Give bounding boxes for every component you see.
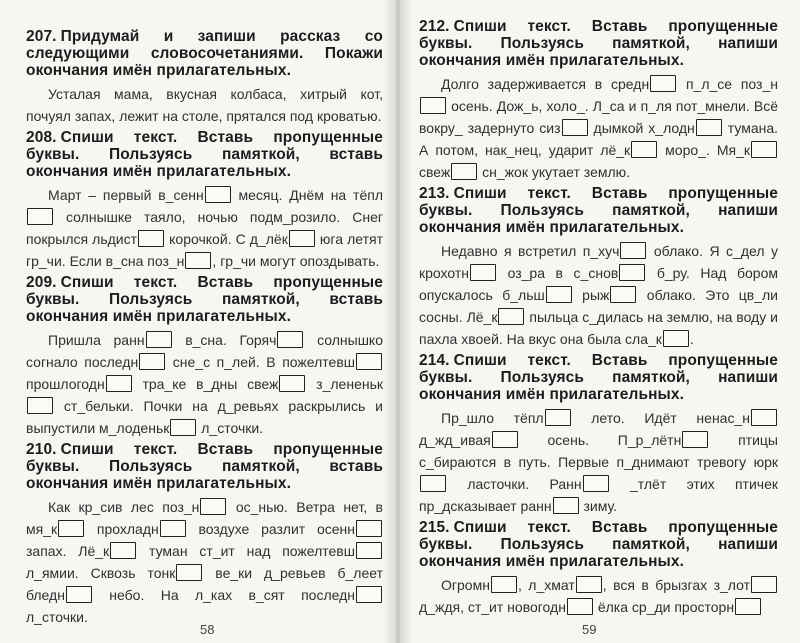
text-segment: птицы с_бираются в путь. Первые п_днимают тревогу юрк <box>419 432 778 470</box>
answer-blank-box[interactable] <box>176 564 202 581</box>
text-segment: ласточки. Ранн <box>447 476 582 492</box>
text-segment: л_ямии. Сквозь тонк <box>26 565 176 581</box>
exercise-instruction: Спиши текст. Вставь пропущенные буквы. Пользуясь памяткой, напиши окончания имён прилагательных. <box>419 18 778 69</box>
text-segment: л_сточки. <box>26 609 88 625</box>
answer-blank-box[interactable] <box>546 286 572 303</box>
answer-blank-box[interactable] <box>751 141 777 158</box>
answer-blank-box[interactable] <box>663 330 689 347</box>
exercise-number: 212. <box>419 18 450 35</box>
exercise <box>419 18 778 183</box>
text-segment: Пришла ранн <box>48 332 145 348</box>
exercise-number: 208. <box>26 129 57 146</box>
exercise <box>419 519 778 618</box>
text-segment: юга летят гр_чи. Если в_сна поз_н <box>26 231 383 269</box>
text-segment: оз_ра в с_снов <box>497 265 619 281</box>
answer-blank-box[interactable] <box>356 586 382 603</box>
exercise-text <box>26 184 383 272</box>
text-segment: д_ждя, ст_ит новогодн <box>419 599 566 615</box>
left-exercise-list <box>26 28 383 628</box>
answer-blank-box[interactable] <box>139 353 165 370</box>
exercise <box>26 28 383 127</box>
exercise-text <box>26 329 383 439</box>
exercise <box>419 352 778 517</box>
exercise-number: 209. <box>26 274 57 291</box>
exercise-text <box>419 574 778 618</box>
exercise-text <box>419 240 778 350</box>
answer-blank-box[interactable] <box>289 230 315 247</box>
text-segment: воздухе разлит осенн <box>186 521 355 537</box>
answer-blank-box[interactable] <box>553 497 579 514</box>
answer-blank-box[interactable] <box>160 520 186 537</box>
answer-blank-box[interactable] <box>420 97 446 114</box>
text-segment: ёлка ср_ди просторн <box>593 599 735 615</box>
right-exercise-list <box>419 18 778 618</box>
text-segment: б_ру. Над бором опускалось б_льш <box>419 265 778 303</box>
text-segment: Долго задерживается в средн <box>441 76 650 92</box>
text-segment: ос_нью. Ветра нет, в мя_к <box>26 499 383 537</box>
text-segment: Огромн <box>441 577 490 593</box>
answer-blank-box[interactable] <box>498 308 524 325</box>
exercise <box>419 185 778 350</box>
text-segment: в_сна. Горяч <box>172 332 277 348</box>
text-segment: облако. Это цв_ли сосны. Лё_к <box>419 287 779 325</box>
answer-blank-box[interactable] <box>583 475 609 492</box>
exercise-instruction: Придумай и запиши рассказ со следующими словосочетаниями. Покажи окончания имён прилагательных. <box>26 28 383 79</box>
answer-blank-box[interactable] <box>277 331 303 348</box>
answer-blank-box[interactable] <box>185 252 211 269</box>
text-segment: осень. П_р_лётн <box>518 432 682 448</box>
answer-blank-box[interactable] <box>27 208 53 225</box>
text-segment: сне_с п_лей. В пожелтевш <box>166 354 355 370</box>
text-segment: , л_хмат <box>517 577 575 593</box>
answer-blank-box[interactable] <box>200 498 226 515</box>
text-segment: дымкой х_лодн <box>588 120 695 136</box>
exercise-instruction: Спиши текст. Вставь пропущенные буквы. Пользуясь памяткой, напиши окончания имён прилагательных. <box>419 519 778 570</box>
exercise-number: 207. <box>26 28 57 45</box>
answer-blank-box[interactable] <box>492 431 518 448</box>
text-segment: . <box>689 331 694 347</box>
text-segment: рыж <box>572 287 610 303</box>
text-segment: корочкой. С д_лёк <box>165 231 288 247</box>
text-segment: п_л_се поз_н <box>677 76 778 92</box>
answer-blank-box[interactable] <box>567 598 593 615</box>
answer-blank-box[interactable] <box>138 230 164 247</box>
text-segment: прошлогодн <box>26 376 105 392</box>
text-segment: облако. Я с_дел у крохотн <box>419 243 778 281</box>
text-segment: _тлёт этих птичек пр_дсказывает ранн <box>419 476 778 514</box>
answer-blank-box[interactable] <box>682 431 708 448</box>
answer-blank-box[interactable] <box>110 542 136 559</box>
answer-blank-box[interactable] <box>545 409 571 426</box>
answer-blank-box[interactable] <box>106 375 132 392</box>
answer-blank-box[interactable] <box>451 163 477 180</box>
text-segment: Март – первый в_сенн <box>48 187 204 203</box>
exercise-instruction: Спиши текст. Вставь пропущенные буквы. Пользуясь памяткой, вставь окончания имён прилагательных. <box>26 274 383 325</box>
text-segment: тумана. А потом, нак_нец, ударит лё_к <box>419 120 779 158</box>
text-segment: тра_ке в_дны свеж <box>132 376 279 392</box>
text-segment: ст_бельки. Почки на д_ревьях раскрылись и выпустили м_лоденьк <box>26 398 383 436</box>
answer-blank-box[interactable] <box>27 397 53 414</box>
answer-blank-box[interactable] <box>610 286 636 303</box>
text-segment: лето. Идёт ненас_н <box>571 410 750 426</box>
text-segment: небо. На л_ках в_сят последн <box>92 587 355 603</box>
answer-blank-box[interactable] <box>562 119 588 136</box>
exercise-text <box>419 407 778 517</box>
text-segment: солнышке таяло, ночью подм_розило. Снег покрылся льдист <box>26 209 383 247</box>
text-segment: д_жд_ивая <box>419 432 491 448</box>
text-segment: , вся в брызгах з_лот <box>602 577 751 593</box>
exercise-heading <box>26 441 383 492</box>
text-segment: пыльца с_дилась на землю, на воду и пахла хвоей. На вкус она была сла_к <box>419 309 778 347</box>
text-segment: солнышко согнало последн <box>26 332 383 370</box>
exercise-number: 213. <box>419 185 450 202</box>
text-segment: запах. Лё_к <box>26 543 110 559</box>
page-number-right: 59 <box>582 622 597 637</box>
exercise-heading <box>419 519 778 570</box>
exercise-text <box>26 83 383 127</box>
exercise-heading <box>419 352 778 403</box>
answer-blank-box[interactable] <box>696 119 722 136</box>
answer-blank-box[interactable] <box>170 419 196 436</box>
exercise <box>26 274 383 439</box>
exercise-instruction: Спиши текст. Вставь пропущенные буквы. Пользуясь памяткой, напиши окончания имён прилагательных. <box>419 185 778 236</box>
exercise-number: 215. <box>419 519 450 536</box>
text-segment: л_сточки. <box>197 420 264 436</box>
answer-blank-box[interactable] <box>58 520 84 537</box>
answer-blank-box[interactable] <box>420 475 446 492</box>
exercise-heading <box>26 129 383 180</box>
exercise-heading <box>26 28 383 79</box>
text-segment: з_лененьк <box>306 376 383 392</box>
answer-blank-box[interactable] <box>66 586 92 603</box>
text-segment: Усталая мама, вкусная колбаса, хитрый кот, почуял запах, лежит на столе, прятался под кроватью. <box>26 86 383 124</box>
answer-blank-box[interactable] <box>619 264 645 281</box>
answer-blank-box[interactable] <box>650 75 676 92</box>
answer-blank-box[interactable] <box>491 576 517 593</box>
right-page <box>397 0 800 643</box>
exercise-instruction: Спиши текст. Вставь пропущенные буквы. Пользуясь памяткой, вставь окончания имён прилагательных. <box>26 441 383 492</box>
answer-blank-box[interactable] <box>751 576 777 593</box>
exercise <box>26 129 383 272</box>
text-segment: прохладн <box>85 521 159 537</box>
answer-blank-box[interactable] <box>356 353 382 370</box>
page-number-left: 58 <box>200 622 215 637</box>
text-segment: свеж <box>419 164 451 180</box>
exercise-text <box>26 496 383 628</box>
text-segment: , гр_чи могут опоздывать. <box>212 253 380 269</box>
answer-blank-box[interactable] <box>279 375 305 392</box>
text-segment: осень. Дож_ь, холо_. Л_са и п_ля пот_мнели. Всё вокру_ задернуто сиз <box>419 98 778 136</box>
text-segment: Пр_шло тёпл <box>441 410 544 426</box>
exercise-instruction: Спиши текст. Вставь пропущенные буквы. Пользуясь памяткой, напиши окончания имён прилагательных. <box>419 352 778 403</box>
exercise <box>26 441 383 628</box>
answer-blank-box[interactable] <box>751 409 777 426</box>
answer-blank-box[interactable] <box>356 542 382 559</box>
answer-blank-box[interactable] <box>356 520 382 537</box>
text-segment: ве_ки д_ревьев б_леет бледн <box>26 565 383 603</box>
answer-blank-box[interactable] <box>735 598 761 615</box>
answer-blank-box[interactable] <box>576 576 602 593</box>
text-segment: Как кр_сив лес поз_н <box>48 499 200 515</box>
text-segment: месяц. Днём на тёпл <box>231 187 383 203</box>
exercise-number: 214. <box>419 352 450 369</box>
text-segment: моро_. Мя_к <box>658 142 750 158</box>
exercise-text <box>419 73 778 183</box>
exercise-instruction: Спиши текст. Вставь пропущенные буквы. Пользуясь памяткой, вставь окончания имён прилагательных. <box>26 129 383 180</box>
text-segment: Недавно я встретил п_хуч <box>441 243 620 259</box>
text-segment: туман ст_ит над пожелтевш <box>137 543 355 559</box>
exercise-heading <box>419 185 778 236</box>
answer-blank-box[interactable] <box>631 141 657 158</box>
text-segment: сн_жок укутает землю. <box>478 164 631 180</box>
left-page <box>0 0 397 643</box>
text-segment: зиму. <box>579 498 617 514</box>
answer-blank-box[interactable] <box>146 331 172 348</box>
answer-blank-box[interactable] <box>205 186 231 203</box>
exercise-heading <box>26 274 383 325</box>
exercise-number: 210. <box>26 441 57 458</box>
exercise-heading <box>419 18 778 69</box>
answer-blank-box[interactable] <box>470 264 496 281</box>
answer-blank-box[interactable] <box>620 242 646 259</box>
